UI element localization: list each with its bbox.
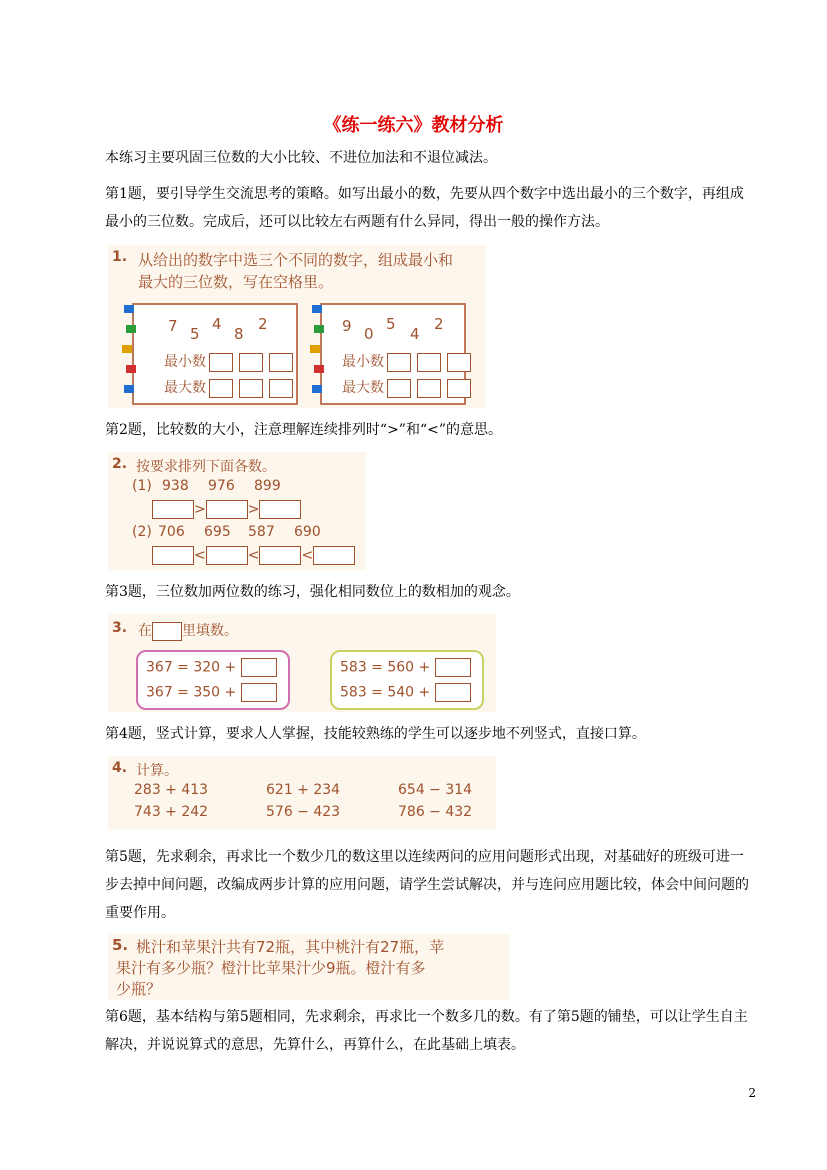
min-row (342, 351, 474, 372)
exercise-1-line2: 最大的三位数，写在空格里。 (138, 273, 334, 291)
flag-icon (310, 345, 320, 353)
expression: 743 + 242 (134, 804, 209, 820)
exercise-4-heading: 计算。 (136, 763, 178, 779)
equation: 367 = 320 + (146, 658, 277, 677)
left-digit-card (132, 303, 298, 405)
number: 587 (248, 524, 275, 540)
digit: 2 (434, 315, 444, 333)
answer-box[interactable] (206, 546, 248, 565)
number: 899 (254, 478, 281, 494)
heading-part: 在 (138, 623, 152, 639)
answer-box[interactable] (152, 500, 194, 519)
max-label: 最大数 (342, 380, 384, 396)
less-than: < (247, 547, 260, 564)
answer-box[interactable] (435, 658, 471, 677)
number: 976 (208, 478, 235, 494)
exercise-1-number: 1. (112, 249, 128, 265)
digit: 5 (190, 325, 200, 343)
exercise-2-heading: 按要求排列下面各数。 (136, 459, 276, 475)
answer-box[interactable] (239, 353, 263, 372)
q3-paragraph: 第3题，三位数加两位数的练习，强化相同数位上的数相加的观念。 (105, 584, 520, 600)
flag-icon (314, 325, 324, 333)
row2-answer (152, 546, 355, 565)
greater-than: > (194, 501, 206, 518)
exercise-4-number: 4. (112, 760, 128, 776)
left-equation-card (136, 650, 290, 710)
digit: 8 (234, 325, 244, 343)
max-row (342, 377, 474, 398)
exercise-3-heading (138, 620, 238, 641)
answer-box[interactable] (313, 546, 355, 565)
q1-paragraph: 第1题，要引导学生交流思考的策略。如写出最小的数，先要从四个数字中选出最小的三个数字，再组成最小的三位数。完成后，还可以比较左右两题有什么异同，得出一般的操作方法。 (105, 186, 744, 230)
flag-icon (124, 385, 134, 393)
equation: 367 = 350 + (146, 683, 277, 702)
answer-box[interactable] (152, 546, 194, 565)
page-number: 2 (748, 1086, 756, 1100)
answer-box[interactable] (387, 353, 411, 372)
flag-icon (126, 325, 136, 333)
flag-icon (312, 305, 322, 313)
flag-icon (314, 365, 324, 373)
right-digit-card (320, 303, 466, 405)
number: 938 (162, 478, 189, 494)
min-label: 最小数 (164, 354, 206, 370)
answer-box[interactable] (269, 379, 293, 398)
exercise-5-line2: 果汁有多少瓶？橙汁比苹果汁少9瓶。橙汁有多 (116, 959, 426, 977)
answer-box[interactable] (269, 353, 293, 372)
max-row (164, 377, 296, 398)
answer-box[interactable] (241, 683, 277, 702)
expression: 654 − 314 (398, 782, 473, 798)
digit: 9 (342, 317, 352, 335)
exercise-2-number: 2. (112, 456, 128, 472)
answer-box[interactable] (209, 379, 233, 398)
digit: 5 (386, 315, 396, 333)
expression: 283 + 413 (134, 782, 209, 798)
min-row (164, 351, 296, 372)
row1-answer (152, 500, 301, 519)
page-title: 《练一练六》教材分析 (323, 115, 504, 136)
equation: 583 = 540 + (340, 683, 471, 702)
answer-box[interactable] (447, 353, 471, 372)
less-than: < (194, 547, 206, 564)
intro-paragraph: 本练习主要巩固三位数的大小比较、不进位加法和不退位减法。 (105, 150, 497, 166)
answer-box[interactable] (209, 353, 233, 372)
right-equation-card (330, 650, 484, 710)
digit: 7 (168, 317, 178, 335)
exercise-5-number: 5. (112, 936, 129, 954)
number: 695 (204, 524, 231, 540)
row2-label: (2) (132, 524, 152, 540)
exercise-1-line1: 从给出的数字中选三个不同的数字，组成最小和 (138, 251, 454, 269)
exercise-1-figure (108, 245, 486, 408)
exercise-4-figure (108, 756, 496, 830)
answer-box[interactable] (447, 379, 471, 398)
flag-icon (122, 345, 132, 353)
answer-box[interactable] (259, 500, 301, 519)
exercise-5-figure (108, 934, 510, 1000)
answer-box[interactable] (417, 353, 441, 372)
expression: 786 − 432 (398, 804, 473, 820)
exercise-5-line3: 少瓶？ (116, 980, 162, 998)
number: 706 (158, 524, 185, 540)
sample-box (152, 622, 182, 641)
exercise-5-line1: 桃汁和苹果汁共有72瓶，其中桃汁有27瓶，苹 (136, 938, 445, 956)
answer-box[interactable] (259, 546, 301, 565)
number: 690 (294, 524, 321, 540)
q6-paragraph: 第6题，基本结构与第5题相同，先求剩余，再求比一个数多几的数。有了第5题的铺垫，可以让学生自主解决，并说说算式的意思，先算什么，再算什么，在此基础上填表。 (105, 1009, 748, 1053)
row1-label: (1) (132, 478, 152, 494)
flag-icon (126, 365, 136, 373)
flag-icon (312, 385, 322, 393)
expression: 621 + 234 (266, 782, 341, 798)
flag-icon (124, 305, 134, 313)
heading-part: 里填数。 (182, 623, 238, 639)
greater-than: > (247, 501, 260, 518)
digit: 4 (410, 325, 420, 343)
q2-paragraph: 第2题，比较数的大小，注意理解连续排列时“>”和“<”的意思。 (105, 422, 502, 438)
less-than: < (301, 547, 314, 564)
exercise-3-number: 3. (112, 620, 128, 636)
q4-paragraph: 第4题，竖式计算，要求人人掌握，技能较熟练的学生可以逐步地不列竖式，直接口算。 (105, 726, 646, 742)
expression: 576 − 423 (266, 804, 341, 820)
exercise-2-figure (108, 452, 366, 570)
answer-box[interactable] (417, 379, 441, 398)
digit: 2 (258, 315, 268, 333)
answer-box[interactable] (206, 500, 248, 519)
answer-box[interactable] (435, 683, 471, 702)
exercise-3-figure (108, 614, 496, 712)
answer-box[interactable] (387, 379, 411, 398)
answer-box[interactable] (241, 658, 277, 677)
digit: 0 (364, 325, 374, 343)
q5-paragraph: 第5题，先求剩余，再求比一个数少几的数这里以连续两问的应用问题形式出现，对基础好的班级可进一步去掉中间问题，改编成两步计算的应用问题，请学生尝试解决，并与连问应用题比较，体会中间问题的重要作用。 (105, 849, 749, 921)
max-label: 最大数 (164, 380, 206, 396)
min-label: 最小数 (342, 354, 384, 370)
digit: 4 (212, 315, 222, 333)
answer-box[interactable] (239, 379, 263, 398)
equation: 583 = 560 + (340, 658, 471, 677)
